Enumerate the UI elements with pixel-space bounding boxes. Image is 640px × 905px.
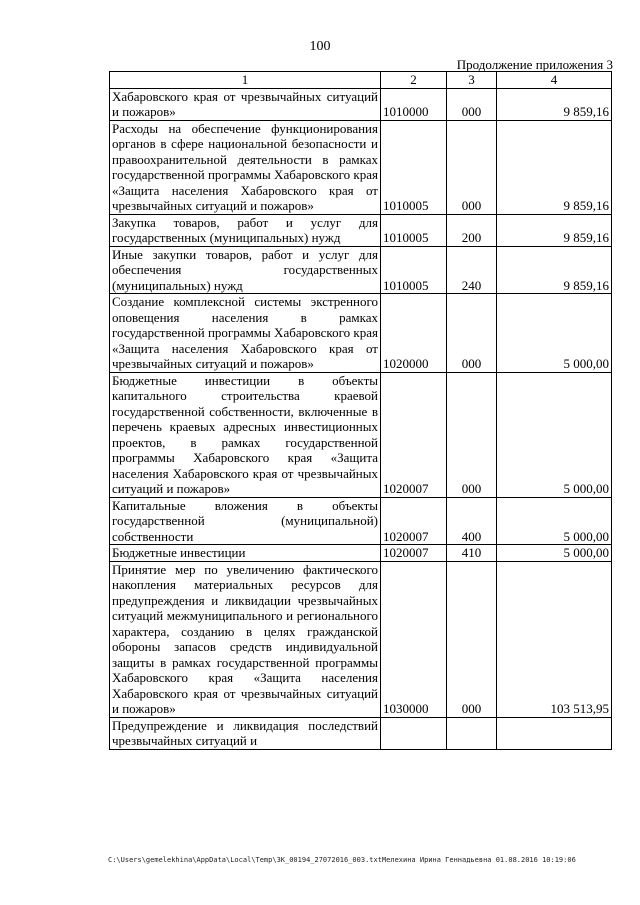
row-name: Бюджетные инвестиции [110,545,381,562]
row-expense-type [447,717,497,749]
row-expense-type: 000 [447,372,497,497]
table-row [110,246,612,294]
table-row [110,88,612,120]
row-amount [497,717,612,749]
column-header-2: 2 [381,72,447,89]
column-header-1: 1 [110,72,381,89]
row-name: Принятие мер по увеличению фактического накопления материальных ресурсов для предупреждения и ликвидации чрезвычайных ситуаций межмуниципального и регионального характера, созданию в целях гражданской обороны запасов средств индивидуальной защиты в рамках государственной программы Хабаровского края «Защита населения Хабаровского края от чрезвычайных ситуаций и пожаров» [110,561,381,717]
column-header-3: 3 [447,72,497,89]
table-row [110,294,612,373]
row-amount: 9 859,16 [497,88,612,120]
table-row [110,372,612,497]
row-expense-type: 000 [447,88,497,120]
row-name: Создание комплексной системы экстренного оповещения населения в рамках государственной программы Хабаровского края «Защита населения Хабаровского края от чрезвычайных ситуаций и пожаров» [110,294,381,373]
row-expense-type: 400 [447,497,497,545]
row-name: Предупреждение и ликвидация последствий чрезвычайных ситуаций и [110,717,381,749]
row-amount: 5 000,00 [497,497,612,545]
row-code: 1010005 [381,246,447,294]
row-code: 1020007 [381,372,447,497]
row-amount: 5 000,00 [497,372,612,497]
row-amount: 9 859,16 [497,214,612,246]
row-expense-type: 240 [447,246,497,294]
table-row [110,120,612,214]
row-name: Хабаровского края от чрезвычайных ситуаций и пожаров» [110,88,381,120]
row-expense-type: 410 [447,545,497,562]
row-amount: 9 859,16 [497,246,612,294]
row-code [381,717,447,749]
table-row [110,717,612,749]
row-code: 1020000 [381,294,447,373]
row-code: 1020007 [381,497,447,545]
row-code: 1030000 [381,561,447,717]
table-header-row [110,72,612,89]
column-header-4: 4 [497,72,612,89]
row-name: Расходы на обеспечение функционирования органов в сфере национальной безопасности и правоохранительной деятельности в рамках государственной программы Хабаровского края «Защита населения Хабаровского края от чрезвычайных ситуаций и пожаров» [110,120,381,214]
row-code: 1010005 [381,214,447,246]
row-amount: 9 859,16 [497,120,612,214]
row-name: Закупка товаров, работ и услуг для государственных (муниципальных) нужд [110,214,381,246]
row-code: 1020007 [381,545,447,562]
row-expense-type: 000 [447,120,497,214]
file-path-footer: C:\Users\gemelekhina\AppData\Local\Temp\ЗК_00194_27072016_003.txtМелехина Ирина Геннадьевна 01.08.2016 10:19:06 [108,856,576,864]
row-code: 1010000 [381,88,447,120]
row-expense-type: 000 [447,294,497,373]
row-amount: 5 000,00 [497,545,612,562]
row-amount: 5 000,00 [497,294,612,373]
row-code: 1010005 [381,120,447,214]
row-amount: 103 513,95 [497,561,612,717]
table-row [110,561,612,717]
row-expense-type: 200 [447,214,497,246]
row-name: Иные закупки товаров, работ и услуг для обеспечения государственных (муниципальных) нужд [110,246,381,294]
page-number: 100 [309,39,331,54]
row-name: Капитальные вложения в объекты государственной (муниципальной) собственности [110,497,381,545]
table-row [110,545,612,562]
row-expense-type: 000 [447,561,497,717]
row-name: Бюджетные инвестиции в объекты капитального строительства краевой государственной собственности, включенные в перечень краевых адресных инвестиционных проектов, в рамках государственной программы Хабаровского края «Защита населения Хабаровского края от чрезвычайных ситуаций и пожаров» [110,372,381,497]
table-row [110,497,612,545]
appendix-continuation-label: Продолжение приложения 3 [456,57,613,72]
budget-table [109,71,612,750]
table-row [110,214,612,246]
